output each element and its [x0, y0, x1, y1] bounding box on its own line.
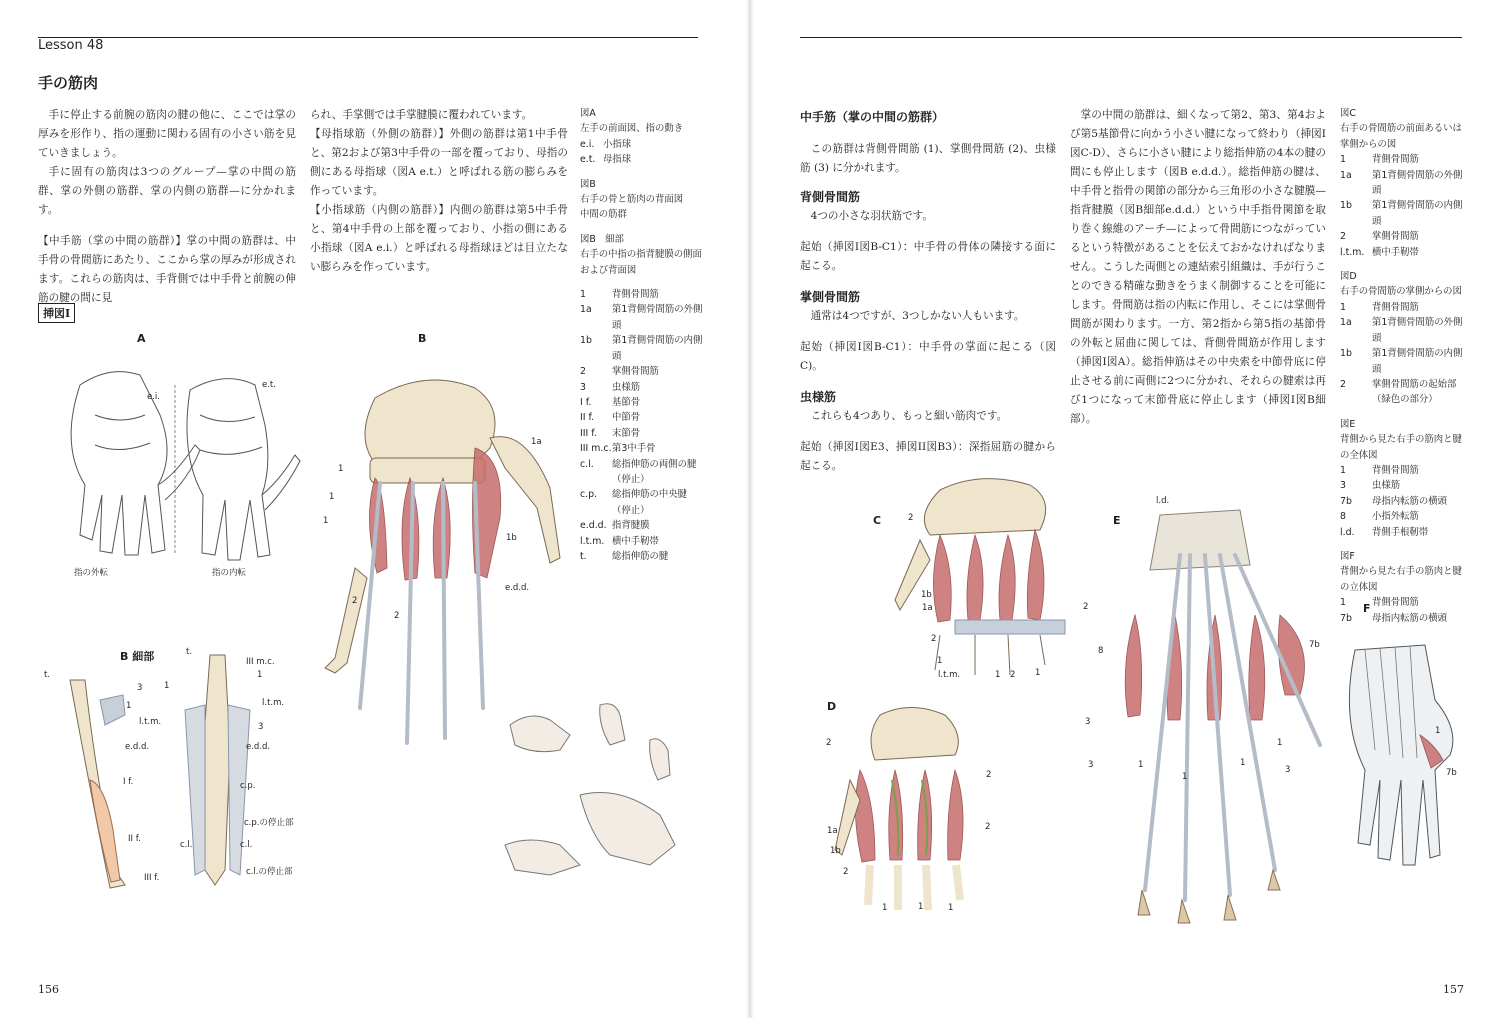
figure-c-label: C [873, 514, 882, 527]
c-label-2: 2 [1010, 670, 1016, 680]
legend-row: 1 背側骨間筋 [580, 289, 659, 301]
subsection-heading: 掌側骨間筋 [800, 290, 861, 304]
paragraph: 4つの小さな羽状筋です。 [810, 210, 934, 222]
c-label-1: 1 [937, 656, 943, 666]
d-label-1: 1 [918, 902, 924, 912]
paragraph: 起始（挿図I図B-C1）：中手骨の骨体の隣接する面に起こる。 [800, 241, 1056, 272]
d-label-1: 1 [882, 903, 888, 913]
d-label-1a: 1a [827, 826, 838, 836]
b-label-edd: e.d.d. [505, 583, 530, 593]
caption-adduction: 指の内転 [212, 568, 247, 578]
figure-f-label: F [1363, 602, 1371, 615]
d-label-2: 2 [843, 867, 849, 877]
legend-row: 2 掌側骨間筋 [1340, 231, 1419, 243]
bd-label-IIIf: III f. [144, 873, 160, 883]
legend-row: e.i. 小指球 [580, 138, 632, 150]
hand-sketches [500, 695, 700, 885]
right-legend [1340, 106, 1465, 635]
legend-fig-f [1340, 549, 1465, 626]
section-heading: 中手筋（掌の中間の筋群） [800, 110, 945, 124]
paragraph: 掌の中間の筋群は、細くなって第2、第3、第4および第5基節骨に向かう小さい腱になって終わり（挿図I図C-D）、さらに小さい腱により総指伸筋の4本の腱の間にも停止します（図B e.d.d.）。総指伸筋の腱は、中手骨と指骨の関節の部分から三角形の小さな腱膜—指背腱膜（図B細部e.d.d.）という中手指骨関節を取り巻く線維のアーチ—によって骨間筋につながっているという特徴があることを伝えておかなければなりません。こうした両側との連結索引組織は、手が行うことのできる精確な動きをうまく制御することを可能にします。骨間筋は指の内転に作用し、そこには掌側骨間筋が関わります。一方、第2指から第5指の基節骨の外転と屈曲に関しては、背側骨間筋が作用します（挿図I図A）。総指伸筋はその中央索を中節骨底に停止させる前に両側に2つに分かれ、それらの腱索は再び1つになって末節骨底に停止します（挿図I図B細部）。 [1070, 109, 1326, 425]
legend-fig-e [1340, 417, 1465, 540]
legend-desc: 左手の前面図、指の動き [580, 123, 684, 135]
legend-row: t. 総指伸筋の腱 [580, 550, 669, 562]
f-label-1: 1 [1435, 726, 1441, 736]
figure-e-illustration [1090, 495, 1340, 925]
legend-title: 図B [580, 178, 596, 190]
lesson-number: Lesson 48 [38, 38, 104, 53]
legend-title: 図B 細部 [580, 233, 624, 245]
e-label-3: 3 [1088, 760, 1094, 770]
c-label-2: 2 [908, 513, 914, 523]
bd-label-If: I f. [123, 777, 134, 787]
bd-label-IIImc: III m.c. [246, 657, 275, 667]
legend-desc: 背側から見た右手の筋肉と腱の立体図 [1340, 566, 1462, 593]
bd-label-1: 1 [164, 681, 170, 691]
legend-row: 3 虫様筋 [1340, 480, 1401, 492]
legend-row: II f. 中節骨 [580, 412, 641, 424]
legend-row: 1a 第1背側骨間筋の外側頭 [1340, 169, 1463, 197]
legend-row: c.l. 総指伸筋の両側の腱（停止） [580, 458, 697, 485]
paragraph: 【小指球筋（内側の筋群）】内側の筋群は第5中手骨と、第4中手骨の上部を覆っており、小指の側にある小指球（図A e.i.）と呼ばれる母指球ほどは目立たない膨らみを作っています。 [310, 204, 568, 273]
legend-row: 7b 母指内転筋の横頭 [1340, 495, 1448, 507]
legend-list [580, 287, 705, 564]
c-label-1a: 1a [922, 603, 933, 613]
b-label-1a: 1a [531, 437, 542, 447]
figure-e-label: E [1113, 514, 1121, 527]
legend-fig-d [1340, 269, 1465, 408]
top-rule-left [38, 37, 698, 38]
bd-label-edd: e.d.d. [246, 742, 271, 752]
legend-row: e.t. 母指球 [580, 154, 632, 166]
legend-row: 7b 母指内転筋の横頭 [1340, 612, 1448, 624]
legend-row: 1 背側骨間筋 [1340, 464, 1419, 476]
paragraph: この筋群は背側骨間筋 (1)、掌側骨間筋 (2)、虫様筋 (3) に分かれます。 [800, 143, 1056, 174]
legend-title: 図A [580, 108, 596, 119]
page-title: 手の筋肉 [38, 74, 99, 92]
paragraph: 手に停止する前腕の筋肉の腱の他に、ここでは掌の厚みを形作り、指の運動に関わる固有の小さい筋を見ていきましょう。 [38, 109, 296, 159]
figure-b-label: B [418, 332, 427, 345]
bd-label-cl: c.l. [180, 840, 193, 850]
book-spine [746, 0, 754, 1018]
legend-row: 1 背側骨間筋 [1340, 301, 1419, 313]
legend-row: l.t.m. 横中手靭帯 [1340, 246, 1419, 258]
figure-b-detail-illustration [45, 650, 305, 900]
bd-label-cp: c.p. [240, 781, 256, 791]
figure-f-illustration [1335, 640, 1465, 880]
paragraph: 起始（挿図I図B-C1）：中手骨の掌面に起こる（図C)。 [800, 341, 1056, 372]
f-label-7b: 7b [1446, 768, 1457, 778]
legend-row: 1b 第1背側骨間筋の内側頭 [1340, 200, 1463, 227]
bd-label-cl: c.l. [240, 840, 253, 850]
c-label-1: 1 [995, 670, 1001, 680]
legend-fig-a [580, 106, 705, 168]
page-number-left: 156 [38, 983, 59, 996]
legend-row: 1b 第1背側骨間筋の内側頭 [1340, 348, 1463, 375]
b-label-1: 1 [338, 464, 344, 474]
e-label-3: 3 [1085, 717, 1091, 727]
e-label-1: 1 [1277, 738, 1283, 748]
b-label-1: 1 [323, 516, 329, 526]
right-col1 [800, 140, 1056, 476]
left-legend [580, 106, 705, 564]
legend-title: 図F [1340, 550, 1355, 562]
e-label-1: 1 [1182, 772, 1188, 782]
legend-row: III m.c. 第3中手骨 [580, 443, 656, 455]
label-e-t: e.t. [262, 380, 276, 390]
figure-d-illustration [820, 690, 1000, 915]
legend-desc: 右手の骨と筋肉の背面図 [580, 194, 684, 206]
legend-desc: 右手の骨間筋の掌側からの図 [1340, 286, 1462, 298]
d-label-1b: 1b [830, 846, 841, 856]
c-label-1: 1 [1035, 668, 1041, 678]
e-label-3: 3 [1285, 765, 1291, 775]
c-label-2: 2 [931, 634, 937, 644]
e-label-ld: l.d. [1156, 496, 1170, 506]
legend-title: 図D [1340, 271, 1357, 283]
bd-label-3: 3 [258, 722, 264, 732]
legend-desc: 右手の中指の指背腱膜の側面および背面図 [580, 249, 702, 276]
paragraph: 手に固有の筋肉は3つのグループ—掌の中間の筋群、掌の外側の筋群、掌の内側の筋群—に分かれます。 [38, 166, 296, 216]
e-label-1: 1 [1240, 758, 1246, 768]
b-label-2: 2 [352, 596, 358, 606]
legend-desc: 右手の骨間筋の前面あるいは掌側からの図 [1340, 123, 1462, 150]
bd-label-IIf: II f. [128, 834, 141, 844]
legend-row: 1b 第1背側骨間筋の内側頭 [580, 335, 703, 362]
figure-a-label: A [137, 332, 146, 345]
legend-fig-b [580, 177, 705, 223]
legend-desc: 背側から見た右手の筋肉と腱の全体図 [1340, 434, 1462, 461]
paragraph: 【母指球筋（外側の筋群）】外側の筋群は第1中手骨と、第2および第3中手骨の一部を覆っており、母指の側にある母指球（図A e.t.）と呼ばれる筋の膨らみを作っています。 [310, 128, 568, 197]
legend-row: 1a 第1背側骨間筋の外側頭 [1340, 317, 1463, 344]
caption-abduction: 指の外転 [74, 568, 109, 578]
d-label-2: 2 [985, 822, 991, 832]
legend-title: 図C [1340, 108, 1356, 119]
legend-row: 2 掌側骨間筋の起始部（緑色の部分） [1340, 378, 1457, 406]
legend-row: 3 虫様筋 [580, 381, 641, 393]
legend-row: 1 背側骨間筋 [1340, 154, 1419, 166]
c-label-1b: 1b [921, 590, 932, 600]
b-label-1: 1 [329, 492, 335, 502]
e-label-1: 1 [1138, 760, 1144, 770]
legend-fig-b-detail [580, 232, 705, 278]
d-label-2: 2 [826, 738, 832, 748]
legend-row: 1 背側骨間筋 [1340, 597, 1419, 609]
label-e-i: e.i. [147, 392, 160, 402]
figure-tag: 挿図I [38, 303, 75, 323]
d-label-1: 1 [948, 903, 954, 913]
legend-row: I f. 基節骨 [580, 396, 641, 408]
legend-title: 図E [1340, 418, 1356, 430]
legend-row: e.d.d. 指背腱膜 [580, 520, 650, 532]
bd-label-t: t. [186, 647, 193, 657]
legend-desc: 中間の筋群 [580, 209, 627, 221]
bd-label-1: 1 [257, 670, 263, 680]
legend-row: 1a 第1背側骨間筋の外側頭 [580, 304, 703, 331]
paragraph: られ、手掌側では手掌腱膜に覆われています。 [310, 109, 533, 121]
left-col2 [310, 106, 568, 277]
right-col2 [1070, 106, 1326, 429]
c-label-ltm: l.t.m. [938, 670, 961, 680]
subsection-heading: 虫様筋 [800, 390, 837, 404]
legend-fig-c [1340, 106, 1465, 260]
paragraph: 起始（挿図I図E3、挿図II図B3）：深指屈筋の腱から起こる。 [800, 441, 1056, 472]
legend-row: c.p. 総指伸筋の中央腱（停止） [580, 489, 688, 516]
e-label-7b: 7b [1309, 640, 1320, 650]
bd-label-cp-stop: c.p.の停止部 [244, 818, 294, 828]
d-label-2: 2 [986, 770, 992, 780]
subsection-heading: 背側骨間筋 [800, 190, 861, 204]
paragraph: これらも4つあり、もっと細い筋肉です。 [810, 410, 1008, 422]
legend-row: l.t.m. 横中手靭帯 [580, 535, 659, 547]
b-label-1b: 1b [506, 533, 517, 543]
page-number-right: 157 [1443, 983, 1464, 996]
c-label-2: 2 [1083, 602, 1089, 612]
top-rule-right [800, 37, 1462, 38]
left-col1 [38, 106, 296, 308]
paragraph: 【中手筋（掌の中間の筋群）】掌の中間の筋群は、中手骨の骨間筋にあたり、ここから掌の厚みが形成されます。これらの筋肉は、手背側では中手骨と前腕の伸筋の腱の間に見 [38, 235, 296, 304]
figure-d-label: D [827, 700, 837, 713]
bd-label-ltm: l.t.m. [139, 717, 162, 727]
bd-label-ltm: l.t.m. [262, 698, 285, 708]
bd-label-edd: e.d.d. [125, 742, 150, 752]
bd-label-t: t. [44, 670, 51, 680]
bd-label-cl-stop: c.l.の停止部 [246, 867, 293, 877]
bd-label-3: 3 [137, 683, 143, 693]
legend-row: l.d. 背側手根靭帯 [1340, 526, 1429, 538]
legend-row: 8 小指外転筋 [1340, 511, 1419, 523]
paragraph: 通常は4つですが、3つしかない人もいます。 [810, 310, 1025, 322]
bd-label-1: 1 [126, 701, 132, 711]
figure-b-detail-label: B 細部 [120, 650, 155, 663]
figure-c-illustration [880, 470, 1080, 680]
legend-row: III f. 末節骨 [580, 427, 641, 439]
b-label-2: 2 [394, 611, 400, 621]
legend-row: 2 掌側骨間筋 [580, 366, 659, 378]
e-label-8: 8 [1098, 646, 1104, 656]
